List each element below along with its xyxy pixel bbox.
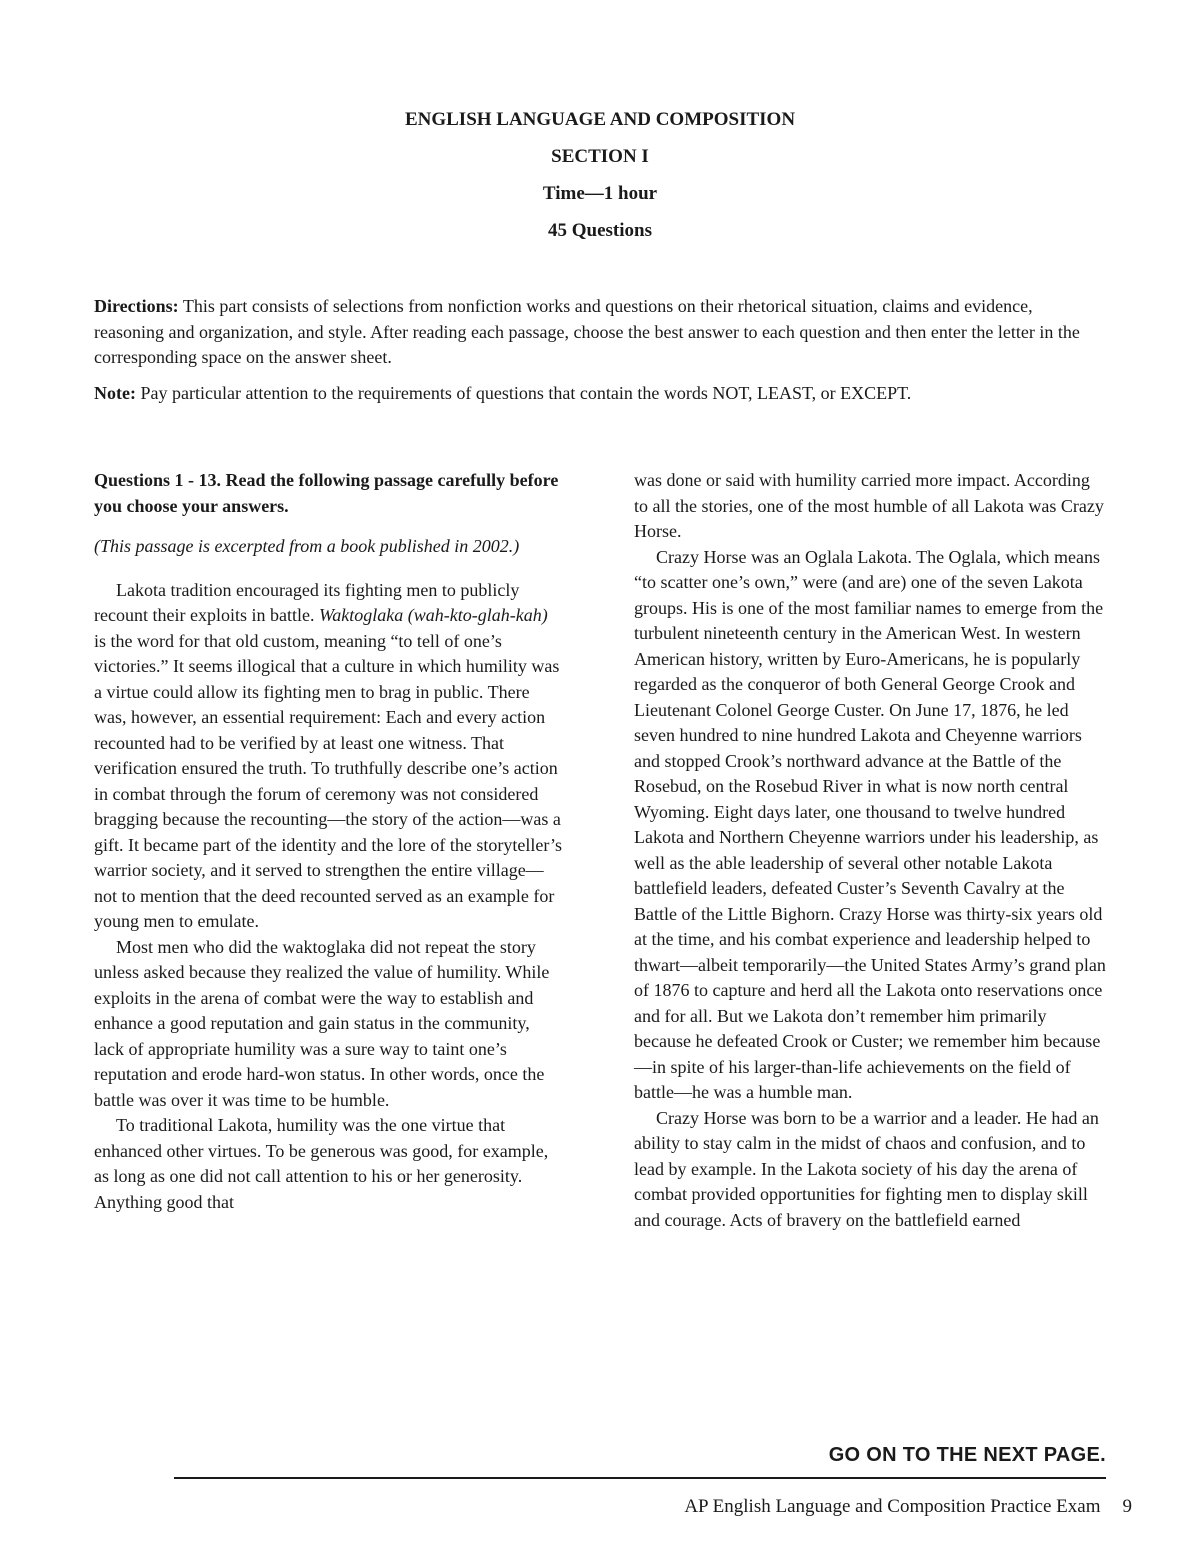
time-limit: Time—1 hour	[542, 183, 658, 204]
footer-rule	[174, 1477, 1106, 1479]
exam-title: ENGLISH LANGUAGE AND COMPOSITION	[404, 109, 796, 130]
note-paragraph	[94, 381, 1104, 407]
page-footer	[684, 1496, 1132, 1518]
go-next-page: GO ON TO THE NEXT PAGE.	[828, 1444, 1106, 1466]
footer-exam-title: AP English Language and Composition Practice Exam	[684, 1496, 1101, 1517]
section-label: SECTION I	[551, 146, 649, 167]
directions-label: Directions:	[94, 296, 179, 316]
waktoglaka-term: Waktoglaka (wah-kto-glah-kah)	[318, 605, 548, 625]
passage-heading: Questions 1 - 13. Read the following passage carefully before you choose your answers.	[94, 470, 559, 516]
passage-paragraph-3a: To traditional Lakota, humility was the one virtue that enhanced other virtues. To be generous was good, for example, as long as one did not call attention to his or her generosity. Anything good that	[94, 1115, 549, 1212]
page-number: 9	[1122, 1496, 1132, 1517]
passage-paragraph-5: Crazy Horse was born to be a warrior and a leader. He had an ability to stay calm in the midst of chaos and confusion, and to lead by example. In the Lakota society of his day the arena of combat provided opportunities for fighting men to display skill and courage. Acts of bravery on the battlefield earned	[634, 1107, 1099, 1230]
passage-intro: (This passage is excerpted from a book published in 2002.)	[94, 536, 520, 556]
question-count: 45 Questions	[548, 220, 652, 241]
directions-paragraph	[94, 294, 1104, 371]
passage-paragraph-2: Most men who did the waktoglaka did not repeat the story unless asked because they realized the value of humility. While exploits in the arena of combat were the way to establish and enhance a good reputation and gain status in the community, lack of appropriate humility was a sure way to taint one’s reputation and erode hard-won status. In other words, once the battle was over it was time to be humble.	[94, 936, 550, 1110]
directions-block	[94, 294, 1104, 416]
passage-paragraph-1: Lakota tradition encouraged its fighting men to publicly recount their exploits in battle. Waktoglaka (wah-kto-glah-kah) is the word for that old custom, meaning “to tell of one’s victories.” It seems illogical that a culture in which humility was a virtue could allow its fighting men to brag in public. There was, however, an essential requirement: Each and every action recounted had to be verified by at least one witness. That verification ensured the truth. To truthfully describe one’s action in combat through the forum of ceremony was not considered bragging because the recounting—the story of the action—was a gift. It became part of the identity and the lore of the storyteller’s warrior society, and it served to strengthen the entire village—not to mention that the deed recounted served as an example for young men to emulate.	[94, 579, 563, 931]
passage-column-left	[94, 468, 564, 1215]
passage-paragraph-3b: was done or said with humility carried more impact. According to all the stories, one of the most humble of all Lakota was Crazy Horse.	[634, 470, 1104, 541]
note-text: Pay particular attention to the requirements of questions that contain the words NOT, LEAST, or EXCEPT.	[135, 382, 912, 403]
passage-column-right	[634, 468, 1106, 1233]
passage-paragraph-4: Crazy Horse was an Oglala Lakota. The Oglala, which means “to scatter one’s own,” were (and are) one of the seven Lakota groups. His is one of the most familiar names to emerge from the turbulent nineteenth century in the American West. In western American history, written by Euro-Americans, he is popularly regarded as the conqueror of both General George Crook and Lieutenant Colonel George Custer. On June 17, 1876, he led seven hundred to nine hundred Lakota and Cheyenne warriors and stopped Crook’s northward advance at the Battle of the Rosebud, on the Rosebud River in what is now north central Wyoming. Eight days later, one thousand to twelve hundred Lakota and Northern Cheyenne warriors under his leadership, as well as the able leadership of several other notable Lakota battlefield leaders, defeated Custer’s Seventh Cavalry at the Battle of the Little Bighorn. Crazy Horse was thirty-six years old at the time, and his combat experience and leadership helped to thwart—albeit temporarily—the United States Army’s grand plan of 1876 to capture and herd all the Lakota onto reservations once and for all. But we Lakota don’t remember him primarily because he defeated Crook or Custer; we remember him because—in spite of his larger-than-life achievements on the field of battle—he was a humble man.	[634, 546, 1106, 1102]
directions-text: This part consists of selections from nonfiction works and questions on their rhetorical situation, claims and evidence, reasoning and organization, and style. After reading each passage, choose the best answer to each question and then enter the letter in the corresponding space on the answer sheet.	[94, 296, 1080, 367]
exam-header	[0, 108, 1200, 256]
note-label: Note:	[94, 382, 136, 403]
